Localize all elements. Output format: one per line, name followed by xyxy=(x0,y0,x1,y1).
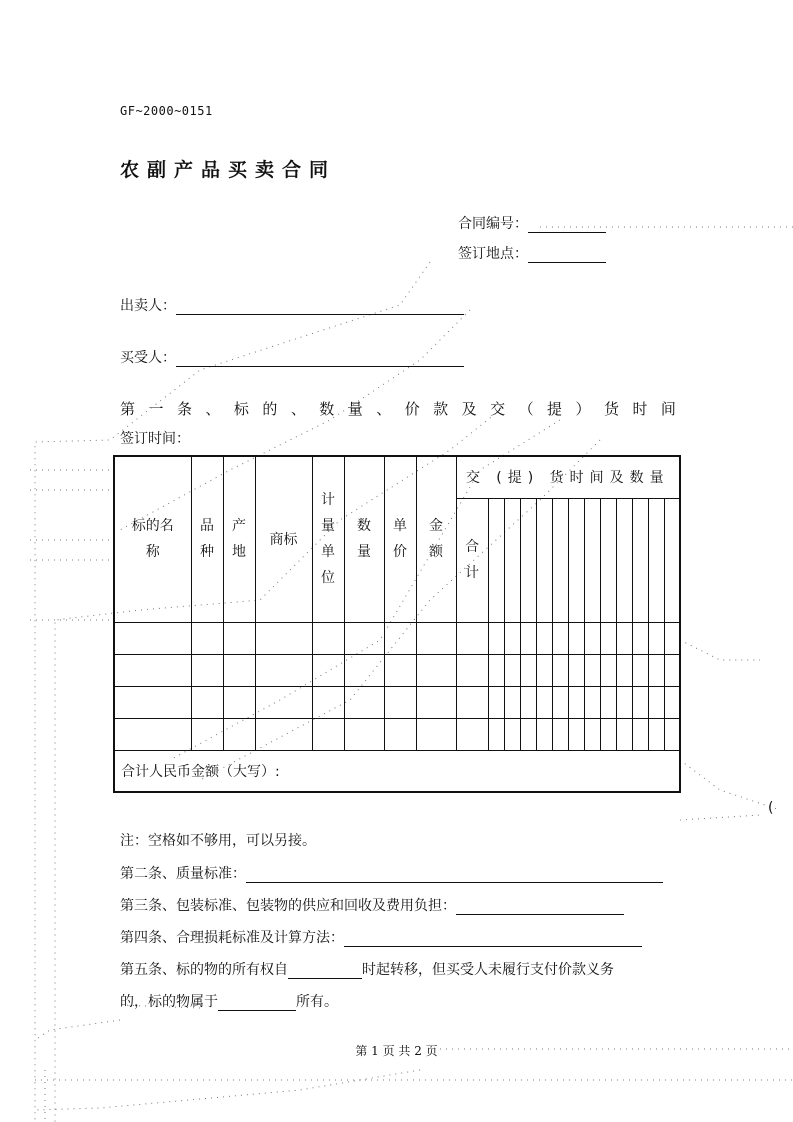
goods-table xyxy=(113,455,681,793)
table-header-row xyxy=(114,456,680,498)
seller-field[interactable] xyxy=(176,299,464,315)
table-row[interactable] xyxy=(114,686,680,718)
quality-standard-field[interactable] xyxy=(246,867,663,883)
contract-number-field[interactable] xyxy=(528,217,606,233)
clause5-row xyxy=(120,959,614,979)
stray-mark: ( xyxy=(768,800,774,816)
page-footer: 第 1 页 共 2 页 xyxy=(355,1044,438,1058)
signing-place-field[interactable] xyxy=(528,247,606,263)
clause5-text-c: 的，标的物属于 xyxy=(120,994,218,1010)
clause3-label: 第三条、包装标准、包装物的供应和回收及费用负担： xyxy=(120,898,456,914)
clause5-text-a: 第五条、标的物的所有权自 xyxy=(120,962,288,978)
table-row[interactable] xyxy=(114,654,680,686)
col-header-delivery: 交 (提) 货时间及数量 xyxy=(456,456,680,498)
signing-place-label: 签订地点： xyxy=(458,246,528,262)
clause5-row-2 xyxy=(120,991,338,1011)
buyer-label: 买受人： xyxy=(120,350,176,366)
col-header-name: 标的名 称 xyxy=(114,456,191,622)
buyer-row xyxy=(120,347,464,367)
clause4-row xyxy=(120,927,642,947)
clause5-text-b: 时起转移，但买受人未履行支付价款义务 xyxy=(362,962,614,978)
contract-number-row xyxy=(458,213,606,233)
signing-time-label: 签订时间： xyxy=(120,431,190,447)
clause2-label: 第二条、质量标准： xyxy=(120,866,246,882)
table-row[interactable] xyxy=(114,718,680,750)
document-title: 农副产品买卖合同 xyxy=(120,159,337,181)
packaging-field[interactable] xyxy=(456,899,624,915)
note-text: 注：空格如不够用，可以另接。 xyxy=(120,833,316,849)
clause3-row xyxy=(120,895,624,915)
ownership-time-field[interactable] xyxy=(288,963,362,979)
signing-place-row xyxy=(458,243,606,263)
contract-number-label: 合同编号： xyxy=(458,216,528,232)
loss-standard-field[interactable] xyxy=(344,931,642,947)
table-row[interactable] xyxy=(114,622,680,654)
col-header-amount: 金 额 xyxy=(416,456,456,622)
clause2-row xyxy=(120,863,663,883)
col-header-total: 合 计 xyxy=(456,498,488,622)
form-code: GF~2000~0151 xyxy=(120,104,213,118)
col-header-variety: 品 种 xyxy=(191,456,223,622)
ownership-party-field[interactable] xyxy=(218,995,296,1011)
col-header-brand: 商标 xyxy=(255,456,312,622)
clause4-label: 第四条、合理损耗标准及计算方法： xyxy=(120,930,344,946)
clause5-text-d: 所有。 xyxy=(296,994,338,1010)
col-header-quantity: 数 量 xyxy=(344,456,384,622)
col-header-origin: 产 地 xyxy=(223,456,255,622)
clause1-title: 第 一 条 、 标 的 、 数 量 、 价 款 及 交 （ 提 ） 货 时 间 xyxy=(120,400,676,418)
total-amount-label[interactable]: 合计人民币金额（大写）: xyxy=(114,750,680,792)
total-amount-row xyxy=(114,750,680,792)
seller-label: 出卖人： xyxy=(120,298,176,314)
col-header-unit: 计 量 单 位 xyxy=(312,456,344,622)
col-header-price: 单 价 xyxy=(384,456,416,622)
seller-row xyxy=(120,295,464,315)
buyer-field[interactable] xyxy=(176,351,464,367)
